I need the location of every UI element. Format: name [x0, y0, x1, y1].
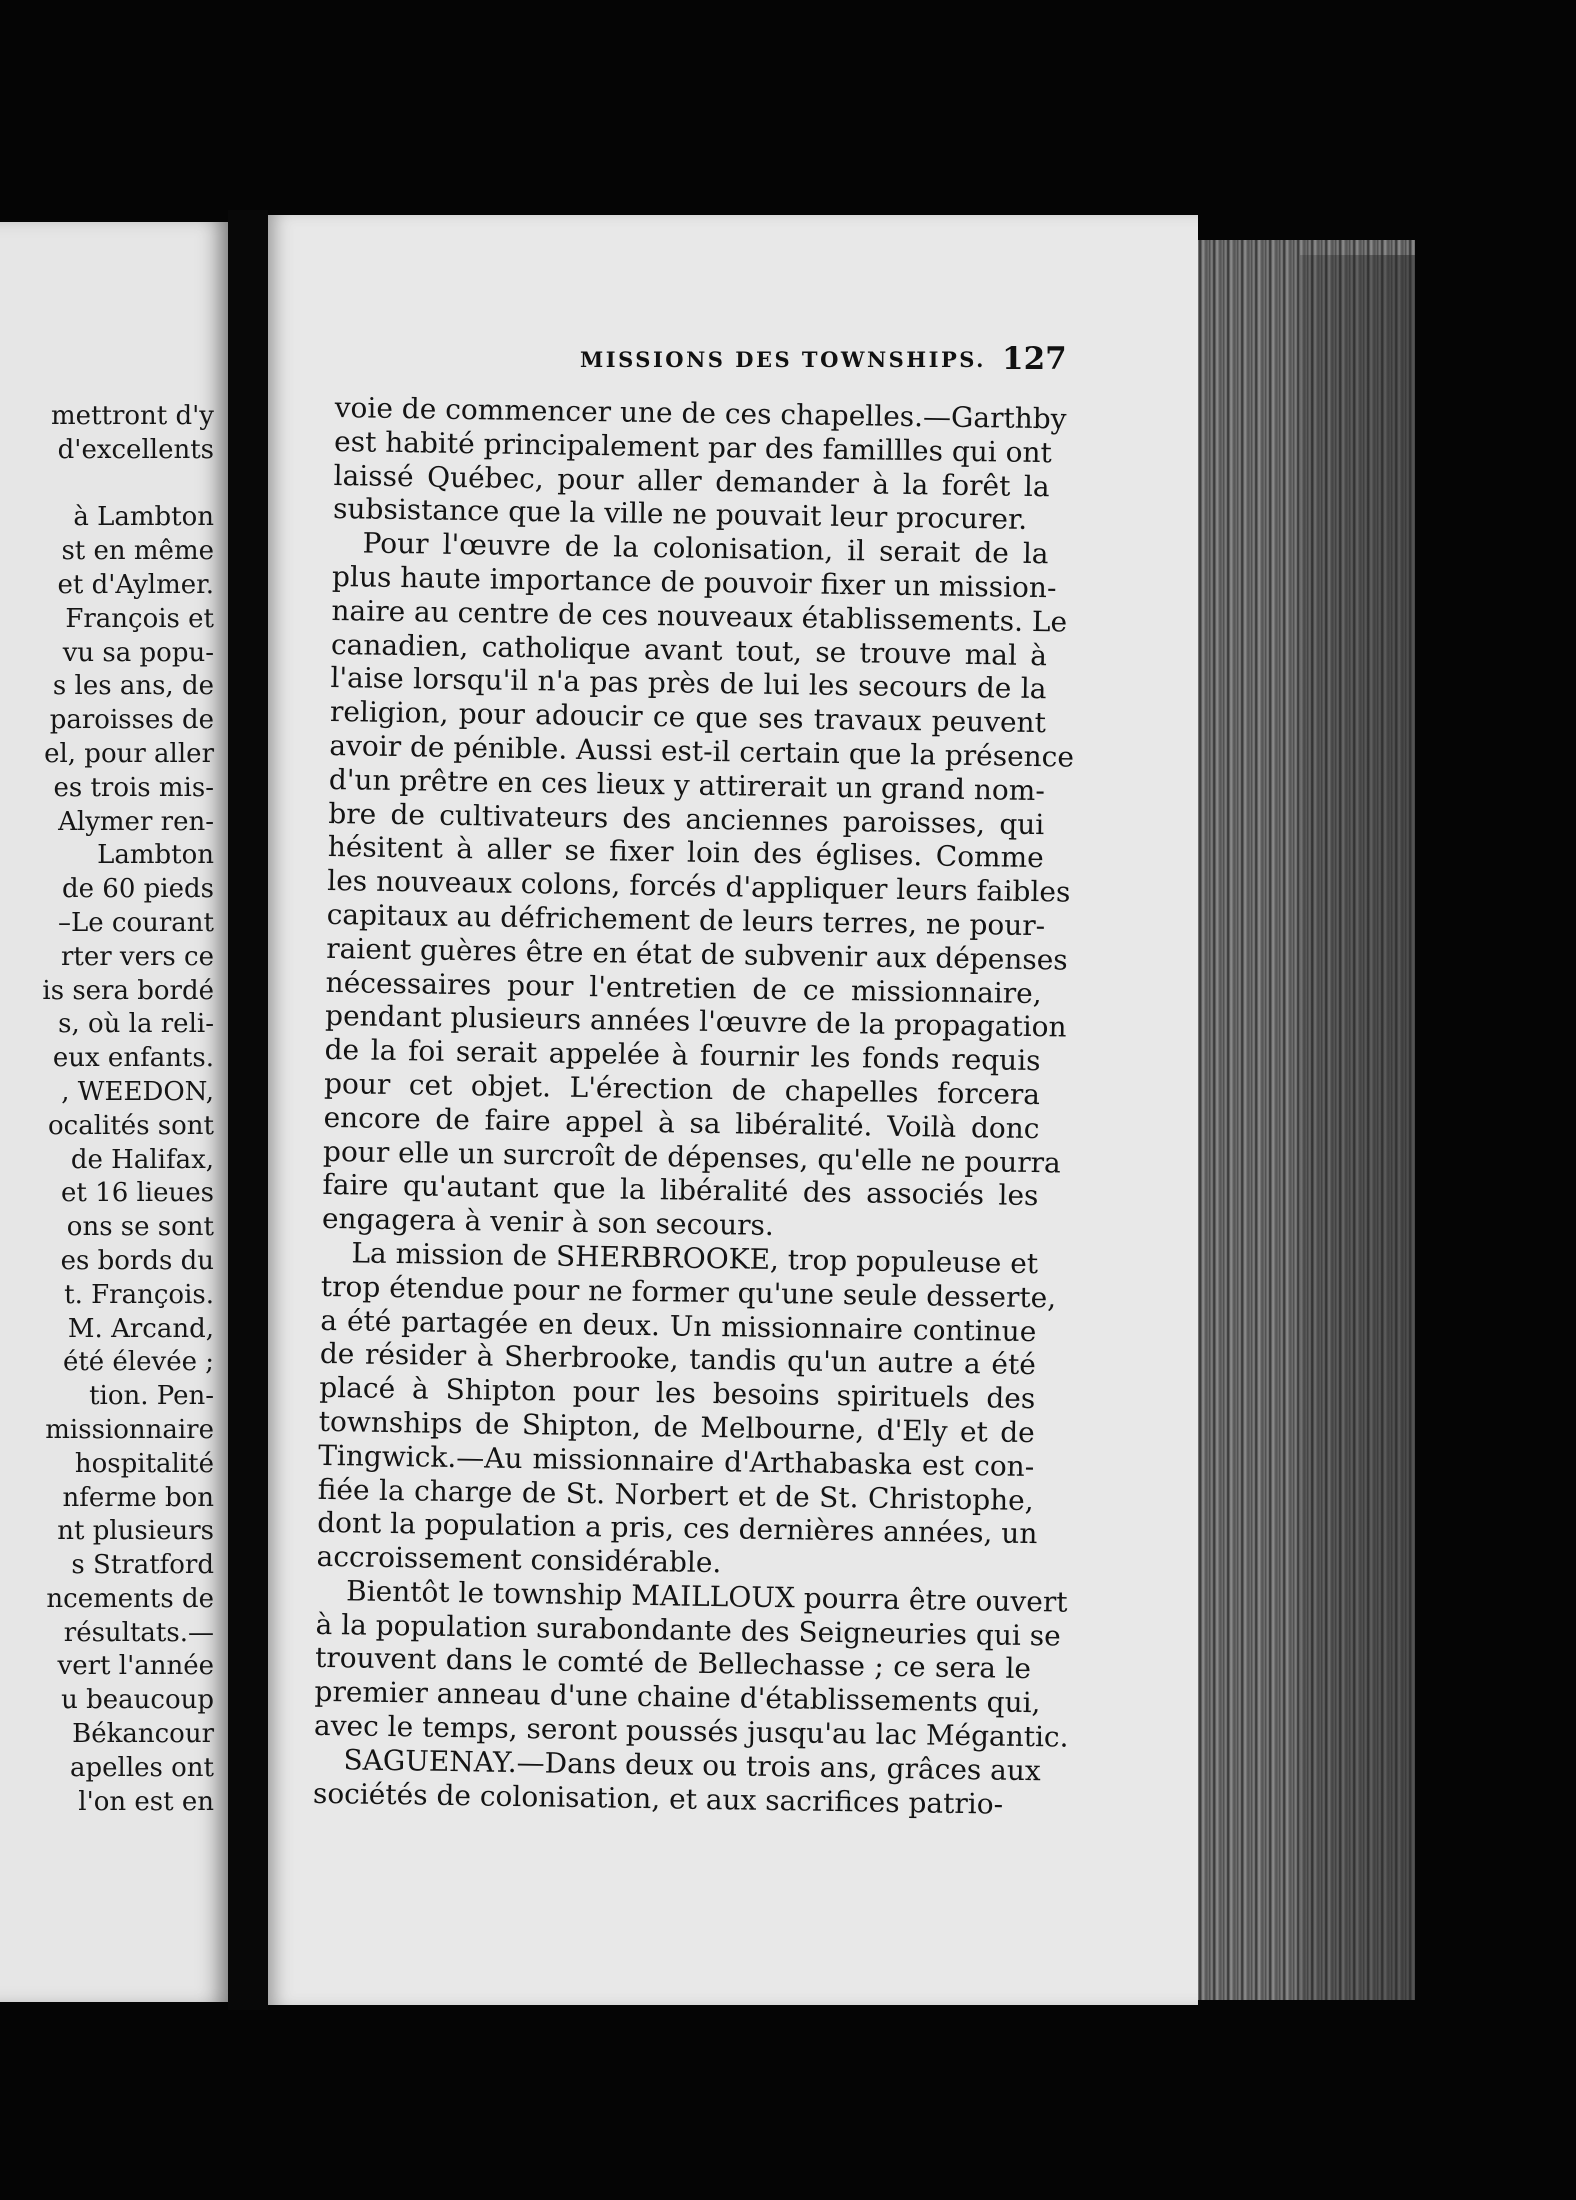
- left-page-line: eux enfants.: [52, 1043, 214, 1074]
- left-page-line: is sera bordé: [42, 975, 214, 1006]
- left-page-line: vert l'année: [57, 1651, 214, 1682]
- left-page-line: l'on est en: [78, 1786, 214, 1817]
- left-page-line: de 60 pieds: [62, 874, 214, 905]
- text-line: de résider à Sherbrooke, tandis qu'un autre a été: [319, 1337, 1037, 1382]
- left-page-line: d'excellents: [57, 434, 214, 465]
- left-page-line: el, pour aller: [44, 738, 214, 769]
- right-page: [268, 215, 1198, 2005]
- left-page-line: Békancour: [72, 1719, 214, 1750]
- text-line: d'un prêtre en ces lieux y attirerait un grand nom-: [328, 762, 1046, 807]
- left-page: [0, 222, 228, 2002]
- text-line: faire qu'autant que la libéralité des associés les: [322, 1168, 1039, 1213]
- left-page-line: mettront d'y: [51, 401, 214, 431]
- text-line: les nouveaux colons, forcés d'appliquer leurs faibles: [327, 864, 1071, 909]
- left-page-line: st en même: [61, 536, 214, 567]
- left-page-line: u beaucoup: [61, 1685, 214, 1716]
- text-line: sociétés de colonisation, et aux sacrifices patrio-: [312, 1776, 1004, 1821]
- text-line: placé à Shipton pour les besoins spirituels des: [319, 1370, 1036, 1416]
- left-page-line: Lambton: [97, 840, 214, 871]
- text-line: l'aise lorsqu'il n'a pas près de lui les secours de la: [330, 661, 1047, 706]
- text-line: pour elle un surcroît de dépenses, qu'elle ne pourra: [322, 1134, 1061, 1180]
- text-line: avoir de pénible. Aussi est-il certain que la présence: [329, 728, 1075, 774]
- text-line: plus haute importance de pouvoir fixer un mission-: [331, 559, 1057, 605]
- text-line: religion, pour adoucir ce que ses travaux peuvent: [329, 695, 1047, 740]
- text-line: avec le temps, seront poussés jusqu'au lac Mégantic.: [313, 1708, 1069, 1754]
- body-text: [312, 391, 1075, 1822]
- left-page-line: s les ans, de: [52, 671, 214, 702]
- text-line: hésitent à aller se fixer loin des églises. Comme: [327, 830, 1045, 875]
- text-line: voie de commencer une de ces chapelles.—Garthby: [334, 391, 1067, 436]
- left-page-line: tion. Pen-: [89, 1381, 214, 1412]
- left-page-line: s, où la reli-: [58, 1009, 214, 1040]
- text-line: subsistance que la ville ne pouvait leur procurer.: [332, 492, 1028, 537]
- text-line: de la foi serait appelée à fournir les fonds requis: [324, 1033, 1041, 1078]
- left-page-line: ncements de: [46, 1583, 214, 1614]
- running-title: MISSIONS DES TOWNSHIPS.: [580, 347, 986, 372]
- text-line: nécessaires pour l'entretien de ce missionnaire,: [325, 965, 1042, 1010]
- page-number: 127: [1002, 341, 1067, 377]
- text-line: pendant plusieurs années l'œuvre de la propagation: [324, 999, 1067, 1044]
- text-line: trop étendue pour ne former qu'une seule desserte,: [320, 1269, 1057, 1315]
- left-page-line: –Le courant: [58, 907, 214, 938]
- text-line: La mission de SHERBROOKE, trop populeuse et: [351, 1236, 1039, 1281]
- text-line: trouvent dans le comté de Bellechasse ; ce sera le: [314, 1641, 1032, 1686]
- text-line: à la population surabondante des Seigneuries qui se: [315, 1607, 1061, 1653]
- text-line: canadien, catholique avant tout, se trouve mal à: [330, 627, 1048, 672]
- text-line: capitaux au défrichement de leurs terres, ne pour-: [326, 897, 1046, 943]
- text-line: encore de faire appel à sa libéralité. Voilà donc: [323, 1100, 1040, 1145]
- text-line: pour cet objet. L'érection de chapelles forcera: [323, 1066, 1041, 1112]
- page-edges-shadow: [1300, 255, 1415, 2000]
- left-page-line: François et: [65, 603, 214, 634]
- left-page-line: résultats.—: [63, 1617, 214, 1648]
- left-page-line: t. François.: [64, 1279, 214, 1310]
- left-page-line: apelles ont: [69, 1752, 214, 1783]
- left-page-line: ons se sont: [66, 1212, 214, 1243]
- left-page-line: ocalités sont: [48, 1110, 214, 1141]
- left-page-line: es bords du: [60, 1245, 214, 1276]
- left-page-line: vu sa popu-: [62, 637, 214, 668]
- text-line: laissé Québec, pour aller demander à la forêt la: [333, 458, 1050, 503]
- left-page-text: [0, 400, 214, 1819]
- text-line: naire au centre de ces nouveaux établissements. Le: [331, 593, 1068, 639]
- text-line: dont la population a pris, ces dernières années, un: [316, 1506, 1038, 1551]
- text-line: Pour l'œuvre de la colonisation, il serait de la: [362, 526, 1049, 571]
- left-page-line: été élevée ;: [62, 1347, 214, 1378]
- left-page-line: de Halifax,: [70, 1144, 214, 1175]
- left-page-line: paroisses de: [49, 705, 214, 736]
- left-page-line: et d'Aylmer.: [57, 569, 214, 600]
- text-line: engagera à venir à son secours.: [321, 1202, 775, 1243]
- left-page-line: et 16 lieues: [61, 1178, 214, 1209]
- text-line: raient guères être en état de subvenir aux dépenses: [325, 931, 1068, 977]
- left-page-line: s Stratford: [71, 1550, 214, 1581]
- left-page-line: hospitalité: [74, 1448, 214, 1479]
- left-page-line: à Lambton: [73, 502, 214, 533]
- text-line: Bientôt le township MAILLOUX pourra être ouvert: [345, 1574, 1068, 1619]
- left-page-line: [0, 468, 214, 502]
- left-page-line: missionnaire: [45, 1414, 214, 1445]
- text-line: est habité principalement par des famillles qui ont: [333, 424, 1053, 470]
- text-line: a été partagée en deux. Un missionnaire continue: [320, 1303, 1037, 1348]
- text-line: bre de cultivateurs des anciennes paroisses, qui: [328, 796, 1045, 841]
- book-gutter: [228, 210, 268, 2010]
- left-page-line: , WEEDON,: [61, 1076, 214, 1107]
- left-page-line: rter vers ce: [60, 941, 214, 972]
- text-line: townships de Shipton, de Melbourne, d'Ely et de: [318, 1404, 1035, 1450]
- left-page-line: nferme bon: [62, 1482, 214, 1513]
- text-line: accroissement considérable.: [316, 1539, 722, 1580]
- left-page-line: M. Arcand,: [67, 1313, 214, 1344]
- left-page-line: es trois mis-: [53, 772, 214, 803]
- left-page-line: Alymer ren-: [58, 806, 214, 837]
- text-line: premier anneau d'une chaine d'établissements qui,: [314, 1675, 1041, 1720]
- text-line: fiée la charge de St. Norbert et de St. Christophe,: [317, 1472, 1034, 1517]
- text-line: SAGUENAY.—Dans deux ou trois ans, grâces aux: [343, 1743, 1041, 1788]
- text-line: Tingwick.—Au missionnaire d'Arthabaska est con-: [318, 1438, 1035, 1483]
- left-page-line: nt plusieurs: [57, 1516, 214, 1547]
